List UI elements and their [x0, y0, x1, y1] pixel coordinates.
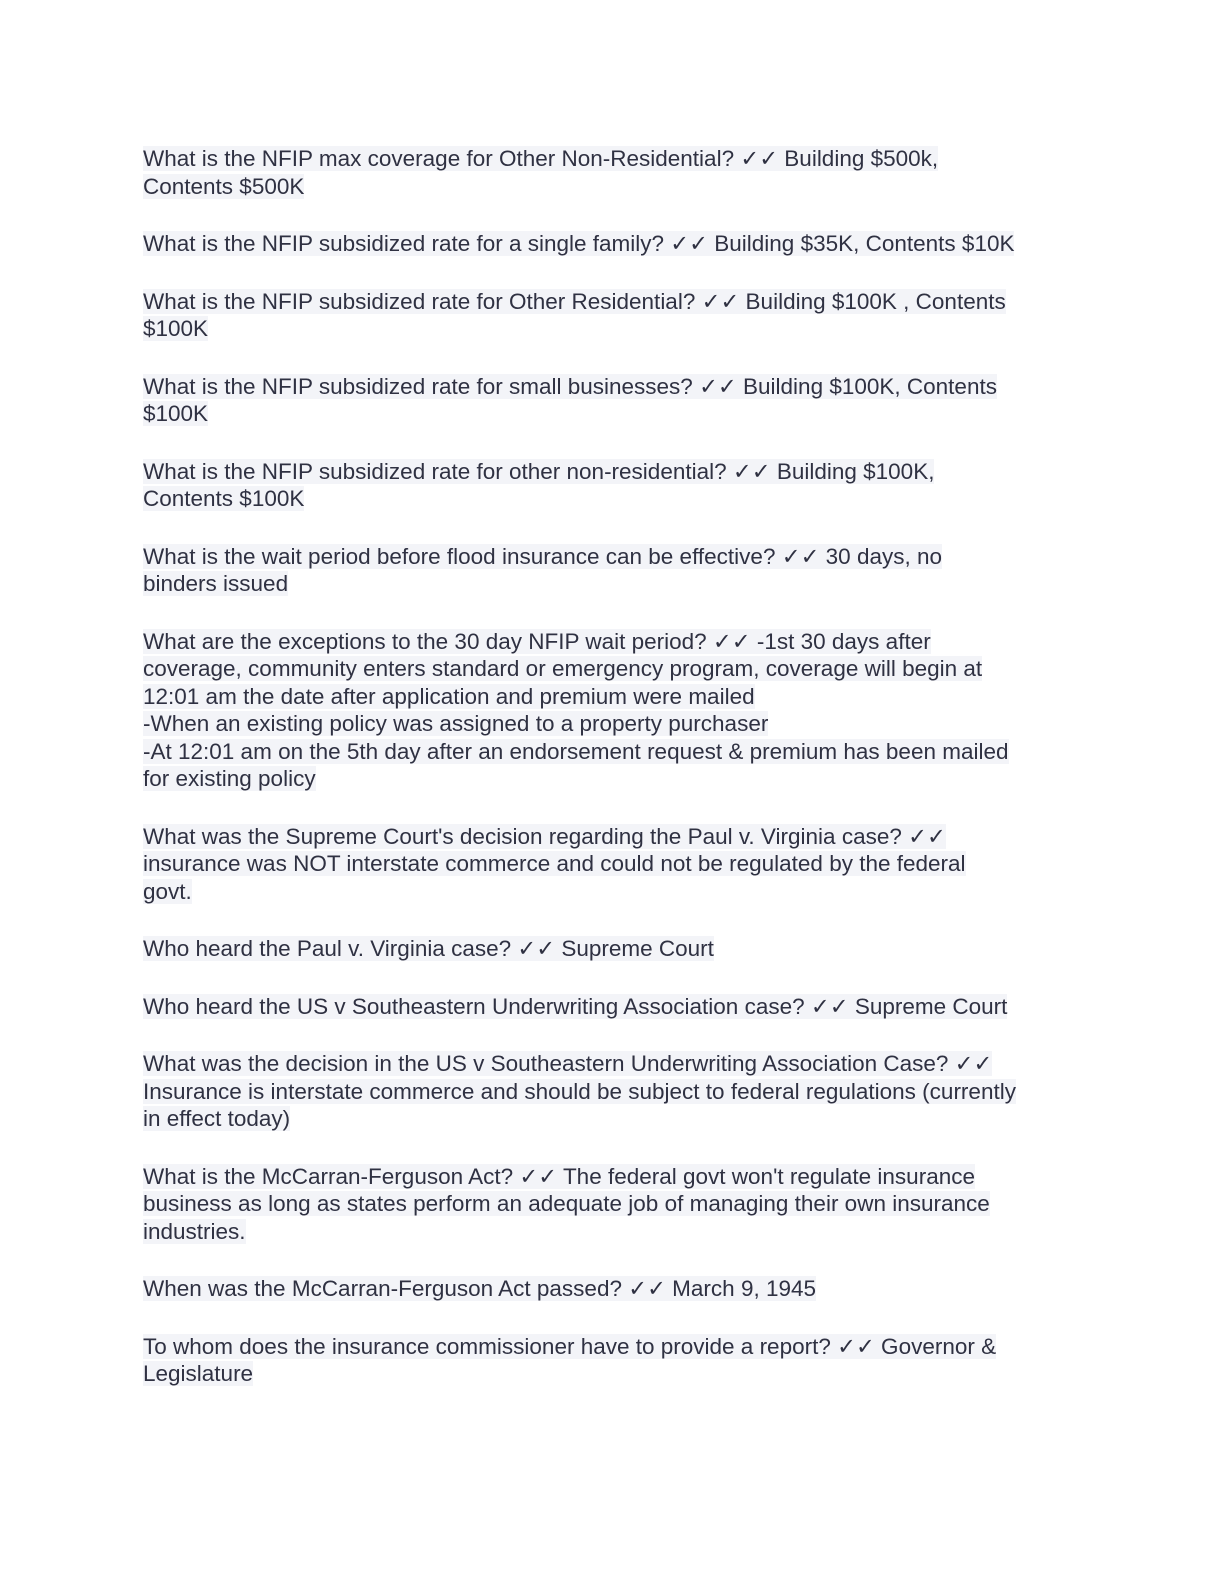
qa-line: $100K — [143, 401, 209, 426]
qa-line: in effect today) — [143, 1106, 291, 1131]
qa-line: What are the exceptions to the 30 day NFIP wait period? ✓✓ -1st 30 days after — [143, 628, 931, 654]
qa-entry-14 — [143, 1333, 1073, 1388]
qa-line: for existing policy — [143, 766, 316, 791]
qa-entry-4 — [143, 373, 1073, 428]
qa-line: Contents $500K — [143, 173, 305, 199]
qa-line: What is the wait period before flood insurance can be effective? ✓✓ 30 days, no — [143, 543, 943, 569]
qa-line: When was the McCarran-Ferguson Act passed? ✓✓ March 9, 1945 — [143, 1276, 817, 1301]
qa-line: industries. — [143, 1218, 246, 1244]
qa-line: What is the McCarran-Ferguson Act? ✓✓ The federal govt won't regulate insurance — [143, 1163, 975, 1189]
qa-line: business as long as states perform an adequate job of managing their own insurance — [143, 1191, 990, 1216]
qa-line: To whom does the insurance commissioner have to provide a report? ✓✓ Governor & — [143, 1333, 997, 1359]
qa-line: 12:01 am the date after application and premium were mailed — [143, 683, 755, 709]
qa-line: -At 12:01 am on the 5th day after an endorsement request & premium has been mailed — [143, 738, 1009, 764]
qa-line: Who heard the US v Southeastern Underwriting Association case? ✓✓ Supreme Court — [143, 993, 1008, 1019]
qa-line: $100K — [143, 316, 209, 341]
qa-line: What is the NFIP subsidized rate for other non-residential? ✓✓ Building $100K, — [143, 458, 935, 484]
document-page — [143, 145, 1073, 1418]
qa-line: coverage, community enters standard or emergency program, coverage will begin at — [143, 656, 983, 681]
qa-entry-2 — [143, 230, 1073, 258]
qa-entry-1 — [143, 145, 1073, 200]
qa-line: What was the decision in the US v Southeastern Underwriting Association Case? ✓✓ — [143, 1051, 993, 1076]
qa-line: What is the NFIP subsidized rate for small businesses? ✓✓ Building $100K, Contents — [143, 373, 997, 399]
qa-entry-8 — [143, 823, 1073, 906]
qa-line: Who heard the Paul v. Virginia case? ✓✓ Supreme Court — [143, 936, 714, 961]
qa-entry-12 — [143, 1163, 1073, 1246]
qa-line: binders issued — [143, 571, 289, 596]
qa-entry-9 — [143, 935, 1073, 963]
qa-line: What is the NFIP subsidized rate for Other Residential? ✓✓ Building $100K , Contents — [143, 288, 1006, 314]
qa-entry-7 — [143, 628, 1073, 793]
qa-line: Legislature — [143, 1361, 254, 1386]
qa-line: What was the Supreme Court's decision regarding the Paul v. Virginia case? ✓✓ — [143, 823, 946, 849]
qa-entry-13 — [143, 1275, 1073, 1303]
qa-line: What is the NFIP subsidized rate for a single family? ✓✓ Building $35K, Contents $10K — [143, 231, 1015, 256]
qa-entry-11 — [143, 1050, 1073, 1133]
qa-line: govt. — [143, 878, 192, 904]
qa-line: -When an existing policy was assigned to a property purchaser — [143, 711, 769, 736]
qa-entry-5 — [143, 458, 1073, 513]
qa-entry-6 — [143, 543, 1073, 598]
qa-line: Contents $100K — [143, 486, 305, 511]
qa-line: insurance was NOT interstate commerce and could not be regulated by the federal — [143, 851, 966, 876]
qa-entry-3 — [143, 288, 1073, 343]
qa-line: What is the NFIP max coverage for Other Non-Residential? ✓✓ Building $500k, — [143, 146, 939, 171]
qa-entry-10 — [143, 993, 1073, 1021]
qa-line: Insurance is interstate commerce and should be subject to federal regulations (currently — [143, 1078, 1016, 1104]
